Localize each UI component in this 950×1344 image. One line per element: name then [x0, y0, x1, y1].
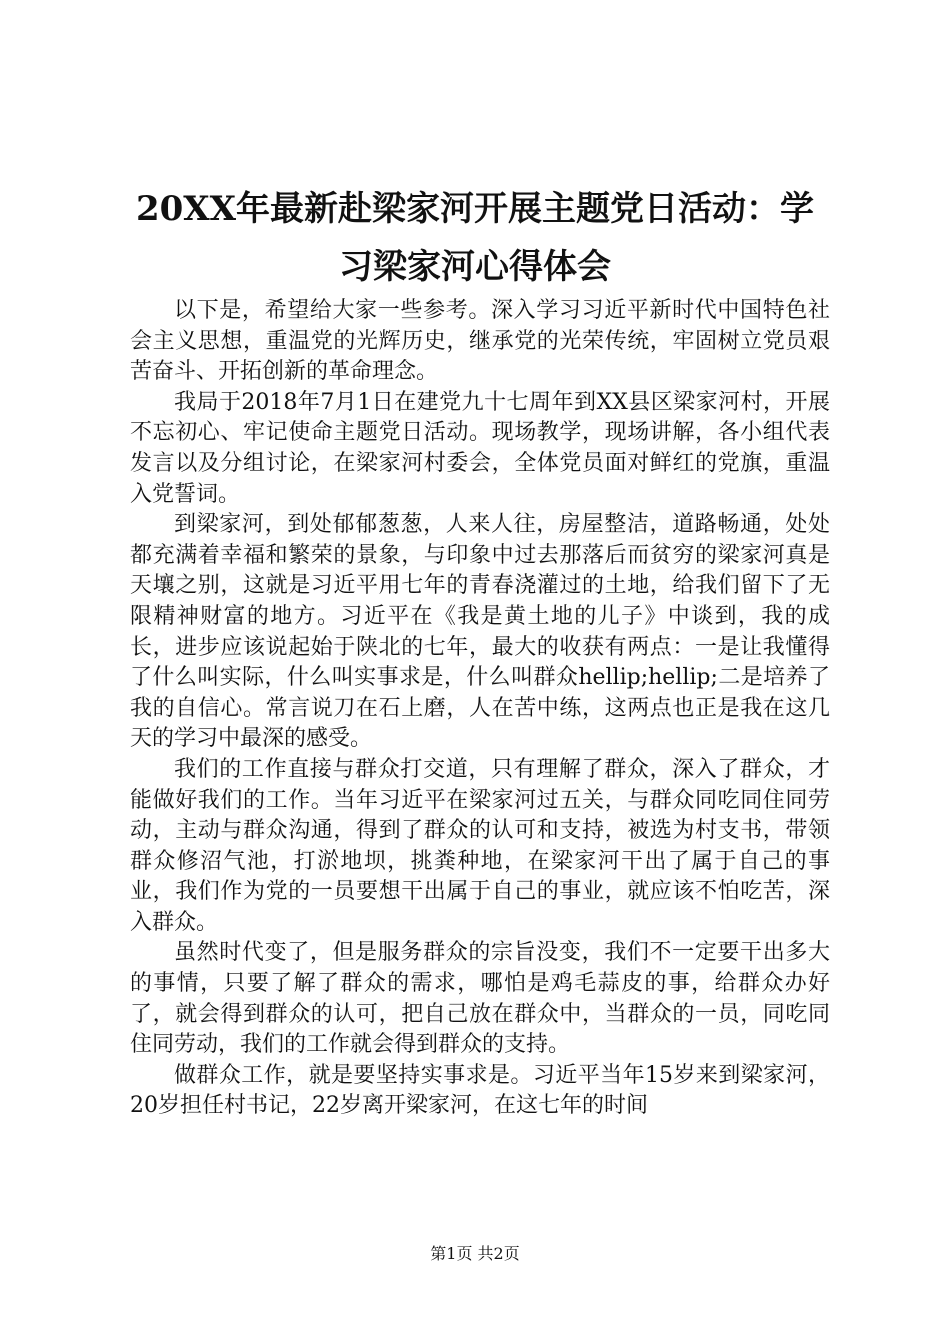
paragraph: 到梁家河，到处郁郁葱葱，人来人往，房屋整洁，道路畅通，处处都充满着幸福和繁荣的景象，与印象中过去那落后而贫穷的梁家河真是天壤之别，这就是习近平用七年的青春浇灌过的土地，给我们留下了无限精神财富的地方。习近平在《我是黄土地的儿子》中谈到，我的成长，进步应该说起始于陕北的七年，最大的收获有两点：一是让我懂得了什么叫实际，什么叫实事求是，什么叫群众hellip;hellip;二是培养了我的自信心。常言说刀在石上磨，人在苦中练，这两点也正是我在这几天的学习中最深的感受。 — [130, 512, 830, 752]
paragraph: 做群众工作，就是要坚持实事求是。习近平当年15岁来到梁家河，20岁担任村书记，22岁离开梁家河，在这七年的时间 — [130, 1062, 830, 1119]
page-number-footer: 第1页 共2页 — [430, 1244, 520, 1263]
paragraph: 我局于2018年7月1日在建党九十七周年到XX县区梁家河村，开展不忘初心、牢记使命主题党日活动。现场教学，现场讲解，各小组代表发言以及分组讨论，在梁家河村委会，全体党员面对鲜红的党旗，重温入党誓词。 — [130, 389, 830, 507]
document-title: 20XX年最新赴梁家河开展主题党日活动：学习梁家河心得体会 — [135, 189, 815, 287]
document-body — [130, 296, 830, 1122]
paragraph: 以下是，希望给大家一些参考。深入学习习近平新时代中国特色社会主义思想，重温党的光辉历史，继承党的光荣传统，牢固树立党员艰苦奋斗、开拓创新的革命理念。 — [130, 298, 830, 385]
paragraph: 虽然时代变了，但是服务群众的宗旨没变，我们不一定要干出多大的事情，只要了解了群众的需求，哪怕是鸡毛蒜皮的事，给群众办好了，就会得到群众的认可，把自己放在群众中，当群众的一员，同吃同住同劳动，我们的工作就会得到群众的支持。 — [130, 940, 830, 1058]
paragraph: 我们的工作直接与群众打交道，只有理解了群众，深入了群众，才能做好我们的工作。当年习近平在梁家河过五关，与群众同吃同住同劳动，主动与群众沟通，得到了群众的认可和支持，被选为村支书，带领群众修沼气池，打淤地坝，挑粪种地，在梁家河干出了属于自己的事业，我们作为党的一员要想干出属于自己的事业，就应该不怕吃苦，深入群众。 — [130, 756, 830, 935]
